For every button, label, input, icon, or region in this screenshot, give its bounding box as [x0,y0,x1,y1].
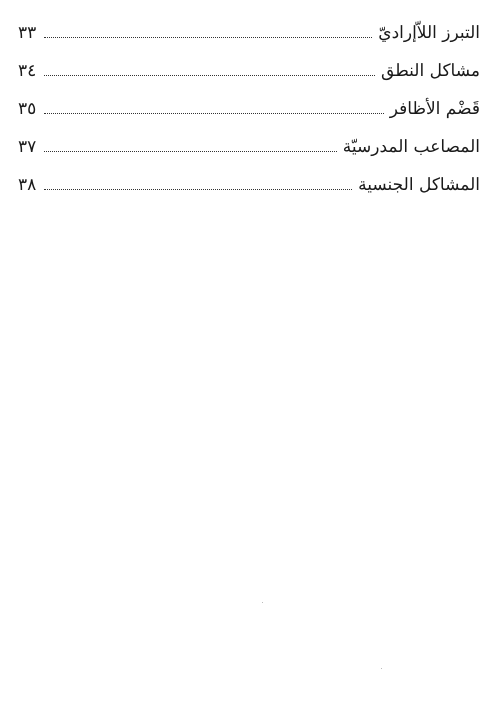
toc-entry [18,120,480,158]
toc-page-number: ٣٨ [18,175,37,195]
toc-page-number: ٣٧ [18,137,37,157]
scan-speck [381,668,382,669]
toc-entry [18,82,480,120]
toc-entry [18,158,480,196]
toc-page-number: ٣٥ [18,99,37,119]
table-of-contents [18,6,480,196]
dot-leader [44,150,336,152]
toc-entry [18,6,480,44]
dot-leader [44,74,375,76]
scan-speck [262,602,263,603]
toc-page-number: ٣٣ [18,23,37,43]
toc-entry [18,44,480,82]
toc-entry-title: قَضْم الأظافر [389,99,480,119]
dot-leader [44,36,372,38]
dot-leader [44,188,352,190]
toc-entry-title: المشاكل الجنسية [358,175,480,195]
toc-entry-title: المصاعب المدرسيّة [342,137,480,157]
toc-page-number: ٣٤ [18,61,37,81]
dot-leader [44,112,384,114]
toc-entry-title: التبرز اللاّإراديّ [378,23,480,43]
toc-entry-title: مشاكل النطق [381,61,480,81]
